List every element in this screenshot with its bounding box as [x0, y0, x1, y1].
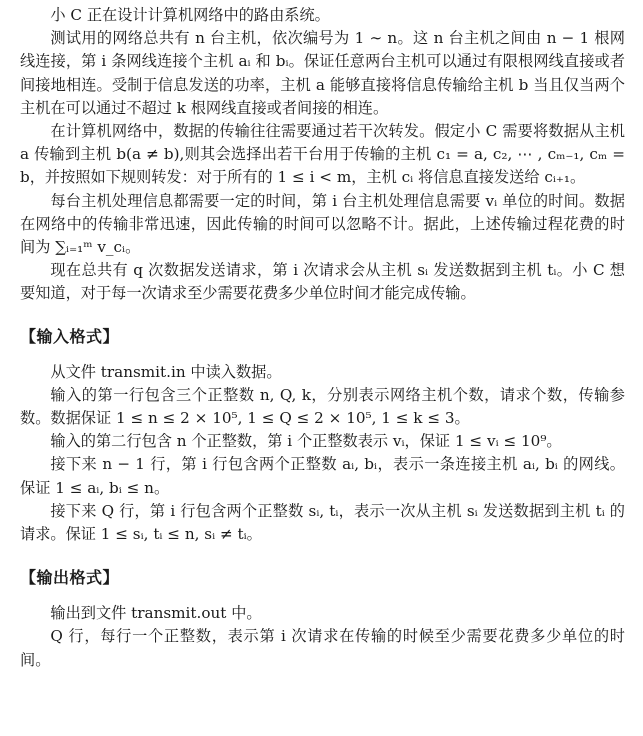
input-format-heading: 【输入格式】 [20, 326, 120, 346]
output-description: Q 行，每行一个正整数，表示第 i 次请求在传输的时候至少需要花费多少单位的时间。 [20, 627, 625, 669]
input-second-line: 输入的第二行包含 n 个正整数，第 i 个正整数表示 vᵢ，保证 1 ≤ vᵢ ≤ 10⁹。 [50, 432, 562, 451]
output-file-line: 输出到文件 transmit.out 中。 [50, 604, 262, 623]
paragraph-intro: 小 C 正在设计计算机网络中的路由系统。 [50, 6, 330, 24]
input-queries: 接下来 Q 行，第 i 行包含两个正整数 sᵢ, tᵢ，表示一次从主机 sᵢ 发送数据到主机 tᵢ 的请求。保证 1 ≤ sᵢ, tᵢ ≤ n, sᵢ ≠ tᵢ。 [20, 501, 625, 544]
input-first-line: 输入的第一行包含三个正整数 n, Q, k，分别表示网络主机个数，请求个数，传输参数。数据保证 1 ≤ n ≤ 2 × 10⁵, 1 ≤ Q ≤ 2 × 10⁵, 1 ≤ k ≤ 3。 [20, 385, 625, 428]
paragraph-processing-time: 每台主机处理信息都需要一定的时间，第 i 台主机处理信息需要 vᵢ 单位的时间。数据在网络中的传输非常迅速，因此传输的时间可以忽略不计。据此，上述传输过程花费的时间为 ∑ᵢ₌₁ᵐ v_cᵢ。 [20, 191, 625, 257]
input-edges: 接下来 n − 1 行，第 i 行包含两个正整数 aᵢ, bᵢ，表示一条连接主机 aᵢ, bᵢ 的网线。保证 1 ≤ aᵢ, bᵢ ≤ n。 [20, 455, 625, 497]
paragraph-forwarding: 在计算机网络中，数据的传输往往需要通过若干次转发。假定小 C 需要将数据从主机 a 传输到主机 b(a ≠ b),则其会选择出若干台用于传输的主机 c₁ = a, c₂, ⋯ , cₘ₋₁, cₘ = b，并按照如下规则转发：对于所有的 1 ≤ i < m，主机 cᵢ 将信息直接发送给 cᵢ₊₁。 [20, 122, 625, 187]
paragraph-requests: 现在总共有 q 次数据发送请求，第 i 次请求会从主机 sᵢ 发送数据到主机 tᵢ。小 C 想要知道，对于每一次请求至少需要花费多少单位时间才能完成传输。 [20, 261, 625, 303]
output-format-heading: 【输出格式】 [20, 568, 120, 588]
paragraph-network: 测试用的网络总共有 n 台主机，依次编号为 1 ∼ n。这 n 台主机之间由 n − 1 根网线连接，第 i 条网线连接个主机 aᵢ 和 bᵢ。保证任意两台主机可以通过有限根网线直接或者间接地相连。受制于信息发送的功率，主机 a 能够直接将信息传输给主机 b 当且仅当两个主机在可以通过不超过 k 根网线直接或者间接的相连。 [20, 29, 625, 117]
input-file-line: 从文件 transmit.in 中读入数据。 [50, 362, 282, 381]
